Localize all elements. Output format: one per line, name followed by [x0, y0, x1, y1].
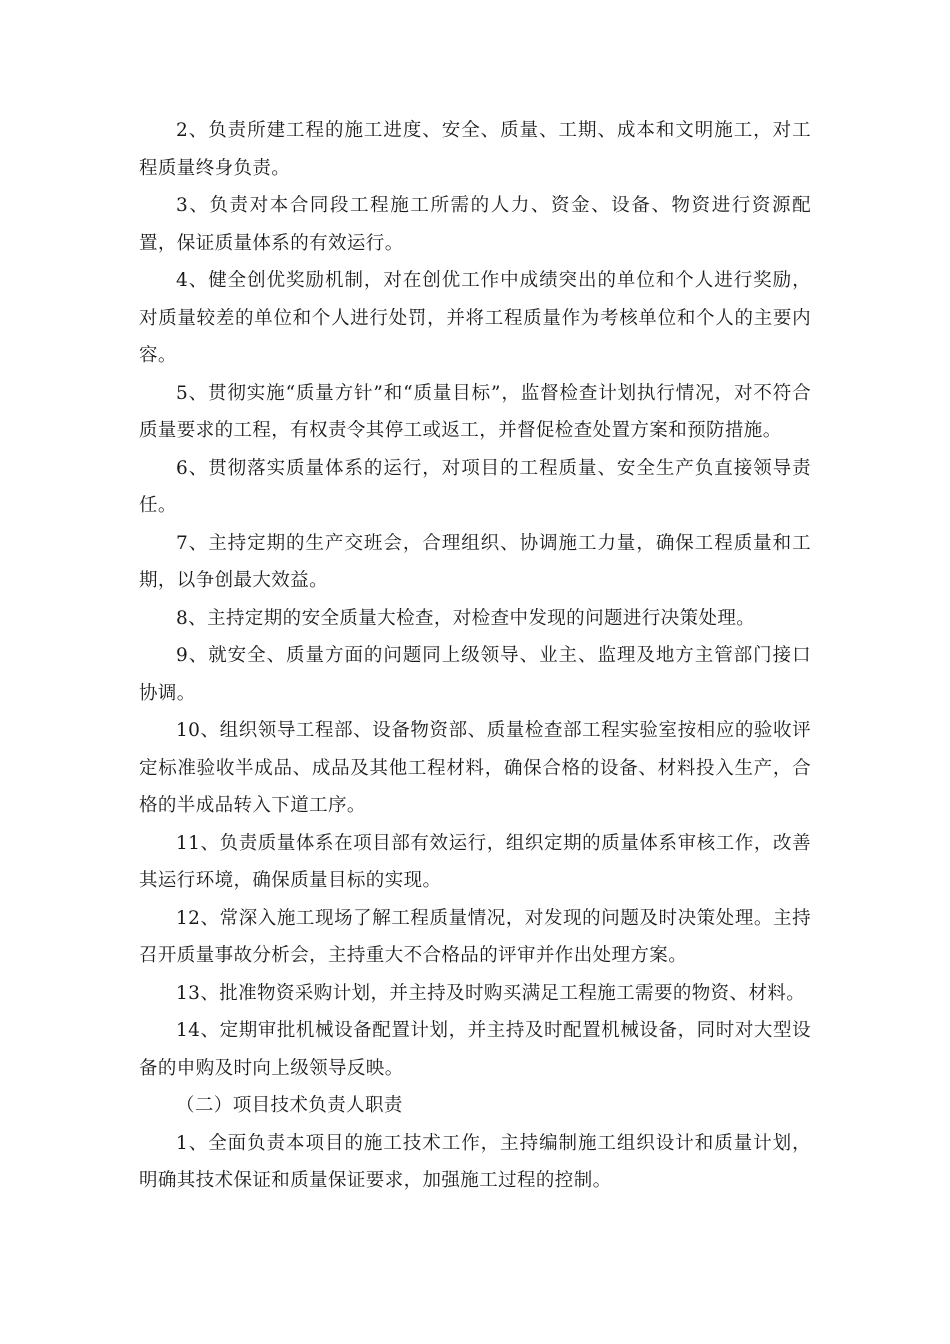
section-paragraph-item-1: 1、全面负责本项目的施工技术工作，主持编制施工组织设计和质量计划，明确其技术保证和质量保证要求，加强施工过程的控制。	[139, 1132, 811, 1191]
section-heading: （二）项目技术负责人职责	[176, 1095, 403, 1116]
paragraph-item-2: 2、负责所建工程的施工进度、安全、质量、工期、成本和文明施工，对工程质量终身负责。	[139, 120, 811, 179]
document-body	[139, 112, 811, 1200]
paragraph-item-14: 14、定期审批机械设备配置计划，并主持及时配置机械设备，同时对大型设备的申购及时向上级领导反映。	[139, 1020, 811, 1079]
paragraph-item-3: 3、负责对本合同段工程施工所需的人力、资金、设备、物资进行资源配置，保证质量体系的有效运行。	[139, 195, 811, 254]
paragraph-item-13: 13、批准物资采购计划，并主持及时购买满足工程施工需要的物资、材料。	[176, 982, 806, 1004]
paragraph-item-5: 5、贯彻实施“质量方针”和“质量目标”，监督检查计划执行情况，对不符合质量要求的工程，有权责令其停工或返工，并督促检查处置方案和预防措施。	[139, 382, 811, 441]
paragraph-item-7: 7、主持定期的生产交班会，合理组织、协调施工力量，确保工程质量和工期，以争创最大效益。	[139, 532, 811, 591]
paragraph-item-9: 9、就安全、质量方面的问题同上级领导、业主、监理及地方主管部门接口协调。	[139, 645, 811, 704]
paragraph-item-8: 8、主持定期的安全质量大检查，对检查中发现的问题进行决策处理。	[176, 607, 756, 629]
paragraph-item-6: 6、贯彻落实质量体系的运行，对项目的工程质量、安全生产负直接领导责任。	[139, 457, 811, 516]
paragraph-item-4: 4、健全创优奖励机制，对在创优工作中成绩突出的单位和个人进行奖励，对质量较差的单位和个人进行处罚，并将工程质量作为考核单位和个人的主要内容。	[139, 270, 811, 366]
paragraph-item-10: 10、组织领导工程部、设备物资部、质量检查部工程实验室按相应的验收评定标准验收半成品、成品及其他工程材料，确保合格的设备、材料投入生产，合格的半成品转入下道工序。	[139, 720, 811, 816]
paragraph-item-12: 12、常深入施工现场了解工程质量情况，对发现的问题及时决策处理。主持召开质量事故分析会，主持重大不合格品的评审并作出处理方案。	[139, 907, 811, 966]
paragraph-item-11: 11、负责质量体系在项目部有效运行，组织定期的质量体系审核工作，改善其运行环境，确保质量目标的实现。	[139, 832, 811, 891]
